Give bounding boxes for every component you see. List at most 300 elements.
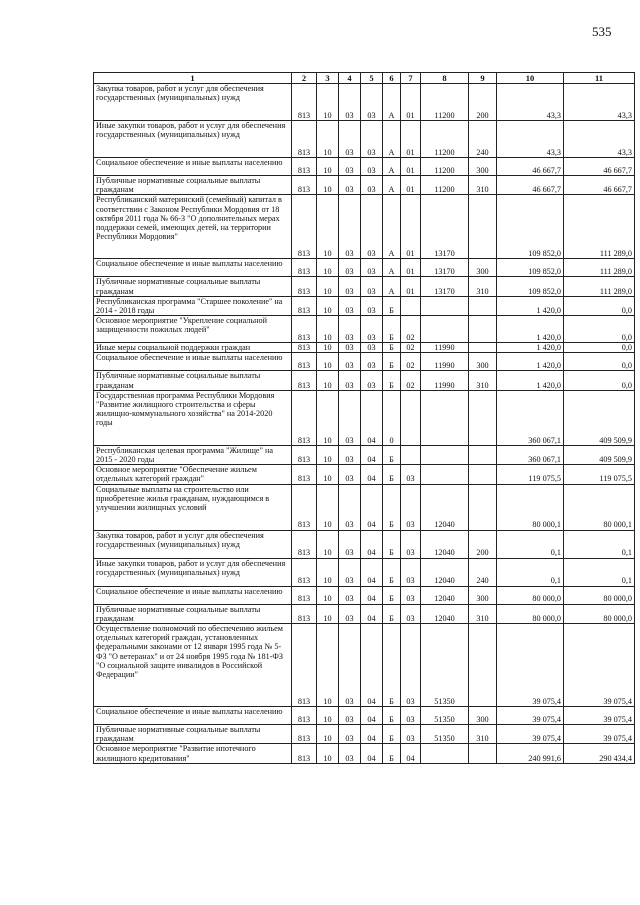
subsection-cell: 03	[339, 390, 361, 445]
amount-2019-cell: 80 000,0	[497, 586, 564, 604]
type-cell: 310	[469, 176, 497, 195]
event-cell: 01	[401, 121, 421, 158]
subsection-cell: 03	[339, 484, 361, 530]
code-cell: 813	[292, 296, 317, 315]
subsection-cell: 03	[339, 84, 361, 121]
subsection-cell: 03	[339, 195, 361, 259]
subprogram-cell: Б	[383, 586, 401, 604]
type-cell	[469, 465, 497, 484]
amount-2019-cell: 46 667,7	[497, 176, 564, 195]
description-cell: Осуществление полномочий по обеспечению жильем отдельных категорий граждан, установленных федеральными законами от 12 января 1995 года № 5-ФЗ "О ветеранах" и от 24 ноября 1995 года № 181-ФЗ "О социальной защите инвалидов в Российской Федерации"	[94, 624, 292, 707]
event-cell: 01	[401, 277, 421, 296]
type-cell: 300	[469, 259, 497, 277]
direction-cell: 13170	[421, 195, 469, 259]
amount-2020-cell: 80 000,1	[564, 484, 635, 530]
section-cell: 10	[317, 277, 339, 296]
description-cell: Публичные нормативные социальные выплаты гражданам	[94, 277, 292, 296]
table-row	[94, 176, 635, 195]
section-cell: 10	[317, 744, 339, 763]
code-cell: 813	[292, 259, 317, 277]
table-row	[94, 744, 635, 763]
description-cell: Социальное обеспечение и иные выплаты населению	[94, 158, 292, 176]
program-cell: 04	[361, 445, 383, 464]
event-cell	[401, 296, 421, 315]
program-cell: 04	[361, 558, 383, 586]
table-row	[94, 604, 635, 623]
section-cell: 10	[317, 725, 339, 744]
table-row	[94, 445, 635, 464]
subprogram-cell: Б	[383, 445, 401, 464]
code-cell: 813	[292, 316, 317, 343]
page-number: 535	[592, 24, 612, 39]
direction-cell: 12040	[421, 586, 469, 604]
table-row	[94, 121, 635, 158]
table-row	[94, 158, 635, 176]
event-cell: 03	[401, 586, 421, 604]
table-row	[94, 316, 635, 343]
amount-2020-cell: 111 289,0	[564, 259, 635, 277]
subsection-cell: 03	[339, 586, 361, 604]
table-row	[94, 277, 635, 296]
direction-cell: 51350	[421, 725, 469, 744]
direction-cell: 51350	[421, 624, 469, 707]
amount-2020-cell: 0,0	[564, 371, 635, 390]
description-cell: Публичные нормативные социальные выплаты гражданам	[94, 725, 292, 744]
type-cell	[469, 390, 497, 445]
event-cell: 02	[401, 371, 421, 390]
amount-2019-cell: 80 000,1	[497, 484, 564, 530]
table-row	[94, 390, 635, 445]
code-cell: 813	[292, 484, 317, 530]
program-cell: 03	[361, 353, 383, 371]
direction-cell	[421, 296, 469, 315]
section-cell: 10	[317, 195, 339, 259]
subprogram-cell: А	[383, 277, 401, 296]
subsection-cell: 03	[339, 259, 361, 277]
subsection-cell: 03	[339, 343, 361, 353]
section-cell: 10	[317, 259, 339, 277]
description-cell: Социальное обеспечение и иные выплаты населению	[94, 259, 292, 277]
table-row	[94, 84, 635, 121]
event-cell: 02	[401, 353, 421, 371]
program-cell: 04	[361, 707, 383, 725]
amount-2019-cell: 119 075,5	[497, 465, 564, 484]
program-cell: 03	[361, 259, 383, 277]
amount-2020-cell: 119 075,5	[564, 465, 635, 484]
type-cell	[469, 624, 497, 707]
type-cell	[469, 316, 497, 343]
description-cell: Социальное обеспечение и иные выплаты населению	[94, 353, 292, 371]
table-row	[94, 371, 635, 390]
direction-cell	[421, 445, 469, 464]
subprogram-cell: А	[383, 84, 401, 121]
type-cell	[469, 195, 497, 259]
section-cell: 10	[317, 121, 339, 158]
description-cell: Основное мероприятие "Обеспечение жильем отдельных категорий граждан"	[94, 465, 292, 484]
column-header-6: 6	[383, 73, 401, 84]
direction-cell	[421, 390, 469, 445]
subsection-cell: 03	[339, 296, 361, 315]
subprogram-cell: Б	[383, 530, 401, 558]
amount-2019-cell: 39 075,4	[497, 707, 564, 725]
direction-cell: 11200	[421, 176, 469, 195]
amount-2019-cell: 1 420,0	[497, 343, 564, 353]
description-cell: Республиканская целевая программа "Жилище" на 2015 - 2020 годы	[94, 445, 292, 464]
event-cell: 03	[401, 558, 421, 586]
amount-2019-cell: 360 067,1	[497, 445, 564, 464]
amount-2019-cell: 80 000,0	[497, 604, 564, 623]
amount-2020-cell: 39 075,4	[564, 707, 635, 725]
subprogram-cell: А	[383, 259, 401, 277]
table-row	[94, 558, 635, 586]
event-cell: 04	[401, 744, 421, 763]
section-cell: 10	[317, 604, 339, 623]
code-cell: 813	[292, 465, 317, 484]
section-cell: 10	[317, 445, 339, 464]
subprogram-cell: Б	[383, 465, 401, 484]
table-row	[94, 296, 635, 315]
section-cell: 10	[317, 158, 339, 176]
program-cell: 04	[361, 530, 383, 558]
amount-2019-cell: 109 852,0	[497, 277, 564, 296]
type-cell: 300	[469, 353, 497, 371]
subsection-cell: 03	[339, 316, 361, 343]
section-cell: 10	[317, 84, 339, 121]
amount-2019-cell: 109 852,0	[497, 195, 564, 259]
event-cell: 02	[401, 343, 421, 353]
program-cell: 04	[361, 604, 383, 623]
description-cell: Социальное обеспечение и иные выплаты населению	[94, 586, 292, 604]
budget-table	[93, 72, 635, 764]
subprogram-cell: Б	[383, 371, 401, 390]
program-cell: 03	[361, 195, 383, 259]
event-cell: 03	[401, 624, 421, 707]
subsection-cell: 03	[339, 725, 361, 744]
amount-2020-cell: 0,1	[564, 558, 635, 586]
amount-2019-cell: 360 067,1	[497, 390, 564, 445]
table-row	[94, 259, 635, 277]
table-row	[94, 465, 635, 484]
amount-2020-cell: 46 667,7	[564, 176, 635, 195]
code-cell: 813	[292, 84, 317, 121]
type-cell: 310	[469, 277, 497, 296]
direction-cell: 11990	[421, 371, 469, 390]
subsection-cell: 03	[339, 558, 361, 586]
subprogram-cell: Б	[383, 316, 401, 343]
table-row	[94, 343, 635, 353]
type-cell: 240	[469, 558, 497, 586]
code-cell: 813	[292, 371, 317, 390]
section-cell: 10	[317, 586, 339, 604]
type-cell: 300	[469, 586, 497, 604]
subprogram-cell: Б	[383, 604, 401, 623]
subsection-cell: 03	[339, 371, 361, 390]
column-header-2: 2	[292, 73, 317, 84]
column-header-5: 5	[361, 73, 383, 84]
section-cell: 10	[317, 316, 339, 343]
section-cell: 10	[317, 484, 339, 530]
table-row	[94, 353, 635, 371]
direction-cell: 11200	[421, 121, 469, 158]
code-cell: 813	[292, 277, 317, 296]
subsection-cell: 03	[339, 707, 361, 725]
amount-2020-cell: 111 289,0	[564, 277, 635, 296]
program-cell: 03	[361, 316, 383, 343]
code-cell: 813	[292, 195, 317, 259]
subprogram-cell: 0	[383, 390, 401, 445]
amount-2020-cell: 80 000,0	[564, 604, 635, 623]
subsection-cell: 03	[339, 624, 361, 707]
subsection-cell: 03	[339, 445, 361, 464]
amount-2019-cell: 0,1	[497, 530, 564, 558]
column-header-8: 8	[421, 73, 469, 84]
event-cell: 01	[401, 84, 421, 121]
program-cell: 03	[361, 176, 383, 195]
amount-2019-cell: 43,3	[497, 84, 564, 121]
direction-cell: 12040	[421, 558, 469, 586]
amount-2020-cell: 39 075,4	[564, 725, 635, 744]
section-cell: 10	[317, 465, 339, 484]
program-cell: 03	[361, 296, 383, 315]
type-cell: 310	[469, 371, 497, 390]
table-row	[94, 195, 635, 259]
amount-2020-cell: 46 667,7	[564, 158, 635, 176]
description-cell: Государственная программа Республики Мордовия "Развитие жилищного строительства и сферы жилищно-коммунального хозяйства" на 2014-2020 годы	[94, 390, 292, 445]
subsection-cell: 03	[339, 277, 361, 296]
subprogram-cell: Б	[383, 484, 401, 530]
column-header-3: 3	[317, 73, 339, 84]
direction-cell: 11990	[421, 343, 469, 353]
amount-2019-cell: 46 667,7	[497, 158, 564, 176]
subprogram-cell: Б	[383, 624, 401, 707]
subprogram-cell: Б	[383, 353, 401, 371]
program-cell: 03	[361, 277, 383, 296]
program-cell: 04	[361, 465, 383, 484]
program-cell: 03	[361, 121, 383, 158]
subsection-cell: 03	[339, 744, 361, 763]
code-cell: 813	[292, 624, 317, 707]
event-cell	[401, 390, 421, 445]
amount-2019-cell: 240 991,6	[497, 744, 564, 763]
amount-2020-cell: 409 509,9	[564, 390, 635, 445]
subsection-cell: 03	[339, 176, 361, 195]
column-header-4: 4	[339, 73, 361, 84]
description-cell: Республиканский материнский (семейный) капитал в соответствии с Законом Республики Мордовия от 18 октября 2011 года № 66-З "О дополнительных мерах поддержки семей, имеющих детей, на территории Республики Мордовия"	[94, 195, 292, 259]
amount-2019-cell: 1 420,0	[497, 316, 564, 343]
amount-2019-cell: 0,1	[497, 558, 564, 586]
event-cell: 01	[401, 158, 421, 176]
code-cell: 813	[292, 530, 317, 558]
code-cell: 813	[292, 725, 317, 744]
description-cell: Закупка товаров, работ и услуг для обеспечения государственных (муниципальных) нужд	[94, 84, 292, 121]
code-cell: 813	[292, 121, 317, 158]
amount-2020-cell: 0,0	[564, 353, 635, 371]
subprogram-cell: Б	[383, 558, 401, 586]
description-cell: Иные закупки товаров, работ и услуг для обеспечения государственных (муниципальных) нужд	[94, 121, 292, 158]
program-cell: 04	[361, 390, 383, 445]
program-cell: 04	[361, 586, 383, 604]
amount-2020-cell: 0,0	[564, 296, 635, 315]
amount-2019-cell: 1 420,0	[497, 353, 564, 371]
description-cell: Основное мероприятие "Укрепление социальной защищенности пожилых людей"	[94, 316, 292, 343]
section-cell: 10	[317, 530, 339, 558]
event-cell: 03	[401, 465, 421, 484]
type-cell	[469, 343, 497, 353]
program-cell: 03	[361, 343, 383, 353]
program-cell: 04	[361, 624, 383, 707]
direction-cell	[421, 316, 469, 343]
amount-2019-cell: 43,3	[497, 121, 564, 158]
direction-cell	[421, 465, 469, 484]
event-cell: 03	[401, 484, 421, 530]
subprogram-cell: А	[383, 158, 401, 176]
amount-2019-cell: 1 420,0	[497, 296, 564, 315]
amount-2020-cell: 0,0	[564, 316, 635, 343]
header-row	[94, 73, 635, 84]
subprogram-cell: А	[383, 121, 401, 158]
program-cell: 03	[361, 158, 383, 176]
direction-cell: 12040	[421, 530, 469, 558]
direction-cell: 13170	[421, 259, 469, 277]
column-header-9: 9	[469, 73, 497, 84]
direction-cell	[421, 744, 469, 763]
section-cell: 10	[317, 390, 339, 445]
type-cell: 310	[469, 604, 497, 623]
table-row	[94, 530, 635, 558]
section-cell: 10	[317, 353, 339, 371]
table-row	[94, 707, 635, 725]
amount-2020-cell: 409 509,9	[564, 445, 635, 464]
subsection-cell: 03	[339, 604, 361, 623]
column-header-10: 10	[497, 73, 564, 84]
description-cell: Публичные нормативные социальные выплаты гражданам	[94, 604, 292, 623]
code-cell: 813	[292, 586, 317, 604]
program-cell: 04	[361, 484, 383, 530]
amount-2020-cell: 0,0	[564, 343, 635, 353]
subprogram-cell: А	[383, 176, 401, 195]
program-cell: 04	[361, 744, 383, 763]
direction-cell: 11990	[421, 353, 469, 371]
amount-2020-cell: 290 434,4	[564, 744, 635, 763]
type-cell: 300	[469, 158, 497, 176]
amount-2019-cell: 39 075,4	[497, 725, 564, 744]
type-cell: 310	[469, 725, 497, 744]
type-cell: 200	[469, 84, 497, 121]
subsection-cell: 03	[339, 353, 361, 371]
code-cell: 813	[292, 707, 317, 725]
direction-cell: 11200	[421, 84, 469, 121]
section-cell: 10	[317, 296, 339, 315]
column-header-7: 7	[401, 73, 421, 84]
type-cell	[469, 484, 497, 530]
type-cell: 240	[469, 121, 497, 158]
section-cell: 10	[317, 558, 339, 586]
amount-2019-cell: 1 420,0	[497, 371, 564, 390]
code-cell: 813	[292, 390, 317, 445]
amount-2020-cell: 0,1	[564, 530, 635, 558]
code-cell: 813	[292, 558, 317, 586]
section-cell: 10	[317, 624, 339, 707]
section-cell: 10	[317, 343, 339, 353]
code-cell: 813	[292, 604, 317, 623]
table-row	[94, 624, 635, 707]
table-row	[94, 725, 635, 744]
type-cell: 300	[469, 707, 497, 725]
amount-2020-cell: 39 075,4	[564, 624, 635, 707]
subsection-cell: 03	[339, 465, 361, 484]
event-cell: 02	[401, 316, 421, 343]
section-cell: 10	[317, 176, 339, 195]
type-cell	[469, 445, 497, 464]
description-cell: Основное мероприятие "Развитие ипотечного жилищного кредитования"	[94, 744, 292, 763]
amount-2020-cell: 80 000,0	[564, 586, 635, 604]
amount-2020-cell: 43,3	[564, 121, 635, 158]
subsection-cell: 03	[339, 530, 361, 558]
table-row	[94, 484, 635, 530]
table-body	[94, 84, 635, 764]
code-cell: 813	[292, 176, 317, 195]
amount-2020-cell: 43,3	[564, 84, 635, 121]
event-cell: 03	[401, 530, 421, 558]
type-cell	[469, 744, 497, 763]
event-cell: 03	[401, 707, 421, 725]
column-header-11: 11	[564, 73, 635, 84]
description-cell: Социальное обеспечение и иные выплаты населению	[94, 707, 292, 725]
code-cell: 813	[292, 744, 317, 763]
section-cell: 10	[317, 707, 339, 725]
subprogram-cell: Б	[383, 707, 401, 725]
amount-2020-cell: 111 289,0	[564, 195, 635, 259]
type-cell	[469, 296, 497, 315]
amount-2019-cell: 39 075,4	[497, 624, 564, 707]
table-row	[94, 586, 635, 604]
direction-cell: 13170	[421, 277, 469, 296]
program-cell: 03	[361, 371, 383, 390]
event-cell	[401, 445, 421, 464]
type-cell: 200	[469, 530, 497, 558]
direction-cell: 12040	[421, 604, 469, 623]
subsection-cell: 03	[339, 121, 361, 158]
code-cell: 813	[292, 158, 317, 176]
code-cell: 813	[292, 445, 317, 464]
description-cell: Республиканская программа "Старшее поколение" на 2014 - 2018 годы	[94, 296, 292, 315]
direction-cell: 11200	[421, 158, 469, 176]
event-cell: 03	[401, 725, 421, 744]
direction-cell: 51350	[421, 707, 469, 725]
subprogram-cell: Б	[383, 343, 401, 353]
direction-cell: 12040	[421, 484, 469, 530]
section-cell: 10	[317, 371, 339, 390]
description-cell: Социальные выплаты на строительство или приобретение жилья гражданам, нуждающимся в улучшении жилищных условий	[94, 484, 292, 530]
program-cell: 03	[361, 84, 383, 121]
event-cell: 01	[401, 176, 421, 195]
code-cell: 813	[292, 353, 317, 371]
subprogram-cell: А	[383, 195, 401, 259]
amount-2019-cell: 109 852,0	[497, 259, 564, 277]
description-cell: Закупка товаров, работ и услуг для обеспечения государственных (муниципальных) нужд	[94, 530, 292, 558]
code-cell: 813	[292, 343, 317, 353]
subprogram-cell: Б	[383, 725, 401, 744]
subsection-cell: 03	[339, 158, 361, 176]
event-cell: 01	[401, 259, 421, 277]
program-cell: 04	[361, 725, 383, 744]
subprogram-cell: Б	[383, 744, 401, 763]
description-cell: Иные меры социальной поддержки граждан	[94, 343, 292, 353]
event-cell: 03	[401, 604, 421, 623]
event-cell: 01	[401, 195, 421, 259]
column-header-1: 1	[94, 73, 292, 84]
subprogram-cell: Б	[383, 296, 401, 315]
